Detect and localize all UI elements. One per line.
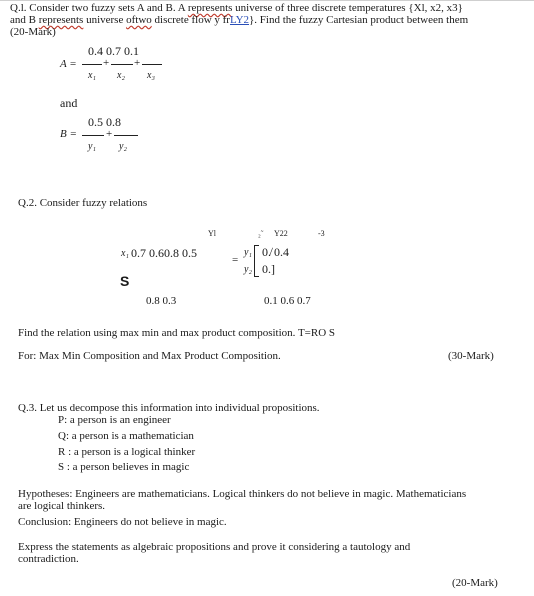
q1-misspelled-word: oftwo [126, 14, 152, 26]
q2-row-x1-values: 0.7 0.60.8 0.5 [131, 246, 197, 260]
q1-misspelled-word: represents [38, 14, 84, 26]
setB-denominator-1: y₁ [88, 141, 96, 152]
q2-find: Find the relation using max min and max product composition. T=RO S [18, 327, 336, 339]
q2-marks: (30-Mark) [448, 350, 494, 362]
q2-matrix-row2: 0.] [262, 262, 275, 276]
setB-fraction-bar-2 [114, 135, 138, 136]
q1-text-rest: universe of three discrete temperatures {Xl, x2, x3} [232, 2, 463, 14]
setB-numerators: 0.5 0.8 [88, 115, 121, 129]
q1-text: Q.l. Consider two fuzzy sets A and B. A [10, 2, 188, 14]
q1-hyperlink-text: LY2 [229, 14, 250, 26]
q1-text: and B [10, 14, 39, 26]
q3-prop-s: S : a person believes in magic [58, 461, 190, 473]
setA-plus-2: + [134, 57, 141, 69]
q2-y2-header-b: Y22 [274, 229, 288, 238]
q1-line2 [10, 14, 468, 27]
q2-s-row-left: 0.8 0.3 [146, 295, 177, 307]
setA-fraction-bar-1 [82, 64, 102, 65]
setB-plus: + [106, 128, 113, 140]
q3-hypotheses-line2: are logical thinkers. [18, 500, 106, 512]
q2-equals: = [232, 254, 239, 266]
q3-marks: (20-Mark) [452, 577, 498, 589]
setB-label: B = [60, 128, 77, 140]
setA-plus-1: + [103, 57, 110, 69]
q2-r-y2-label: y₂ [244, 264, 252, 275]
q1-text: universe [83, 14, 127, 26]
q1-text: discrete flow y fr [151, 14, 230, 26]
q2-r-y1-label: y₁ [244, 247, 252, 258]
q3-express-line1: Express the statements as algebraic propositions and prove it considering a tautology and [18, 541, 411, 553]
q3-hypotheses-line1: Hypotheses: Engineers are mathematicians. Logical thinkers do not believe in magic. Mathematicians [18, 488, 467, 500]
q1-text: }. Find the fuzzy Cartesian product between them [249, 14, 469, 26]
q3-title: Q.3. Let us decompose this information into individual propositions. [18, 402, 320, 414]
setA-denominator-2: x₂ [117, 70, 125, 81]
q2-s-label: S [120, 273, 130, 289]
and-text: and [60, 96, 78, 110]
page-top-border [0, 0, 534, 1]
q2-matrix-row1: 0.̸ 0.4 [262, 245, 289, 259]
q3-prop-p: P: a person is an engineer [58, 414, 171, 426]
setA-label: A = [60, 58, 77, 70]
q3-prop-r: R : a person is a logical thinker [58, 446, 196, 458]
setA-fraction-bar-3 [142, 64, 162, 65]
setA-fraction-bar-2 [111, 64, 133, 65]
q1-misspelled-word: represents [187, 2, 233, 14]
q2-title: Q.2. Consider fuzzy relations [18, 197, 148, 209]
q2-s-row-right: 0.1 0.6 0.7 [264, 295, 311, 307]
setA-denominator-1: x₁ [88, 70, 96, 81]
setA-denominator-3: x₃ [147, 70, 155, 81]
q2-y3-header: -3 [318, 229, 325, 238]
q2-row-x1-label: x₁ [121, 248, 129, 259]
q2-y1-header: Yl [208, 229, 216, 238]
setA-numerators: 0.4 0.7 0.1 [88, 44, 139, 58]
q3-conclusion: Conclusion: Engineers do not believe in magic. [18, 516, 227, 528]
setB-fraction-bar-1 [82, 135, 104, 136]
q1-marks: (20-Mark) [10, 26, 56, 38]
q2-for: For: Max Min Composition and Max Product Composition. [18, 350, 281, 362]
q3-express-line2: contradiction. [18, 553, 79, 565]
q3-prop-q: Q: a person is a mathematician [58, 430, 194, 442]
setB-denominator-2: y₂ [119, 141, 127, 152]
q2-y2-header-a: ₂̃ [258, 229, 261, 238]
q2-matrix-left-bracket [254, 245, 259, 277]
